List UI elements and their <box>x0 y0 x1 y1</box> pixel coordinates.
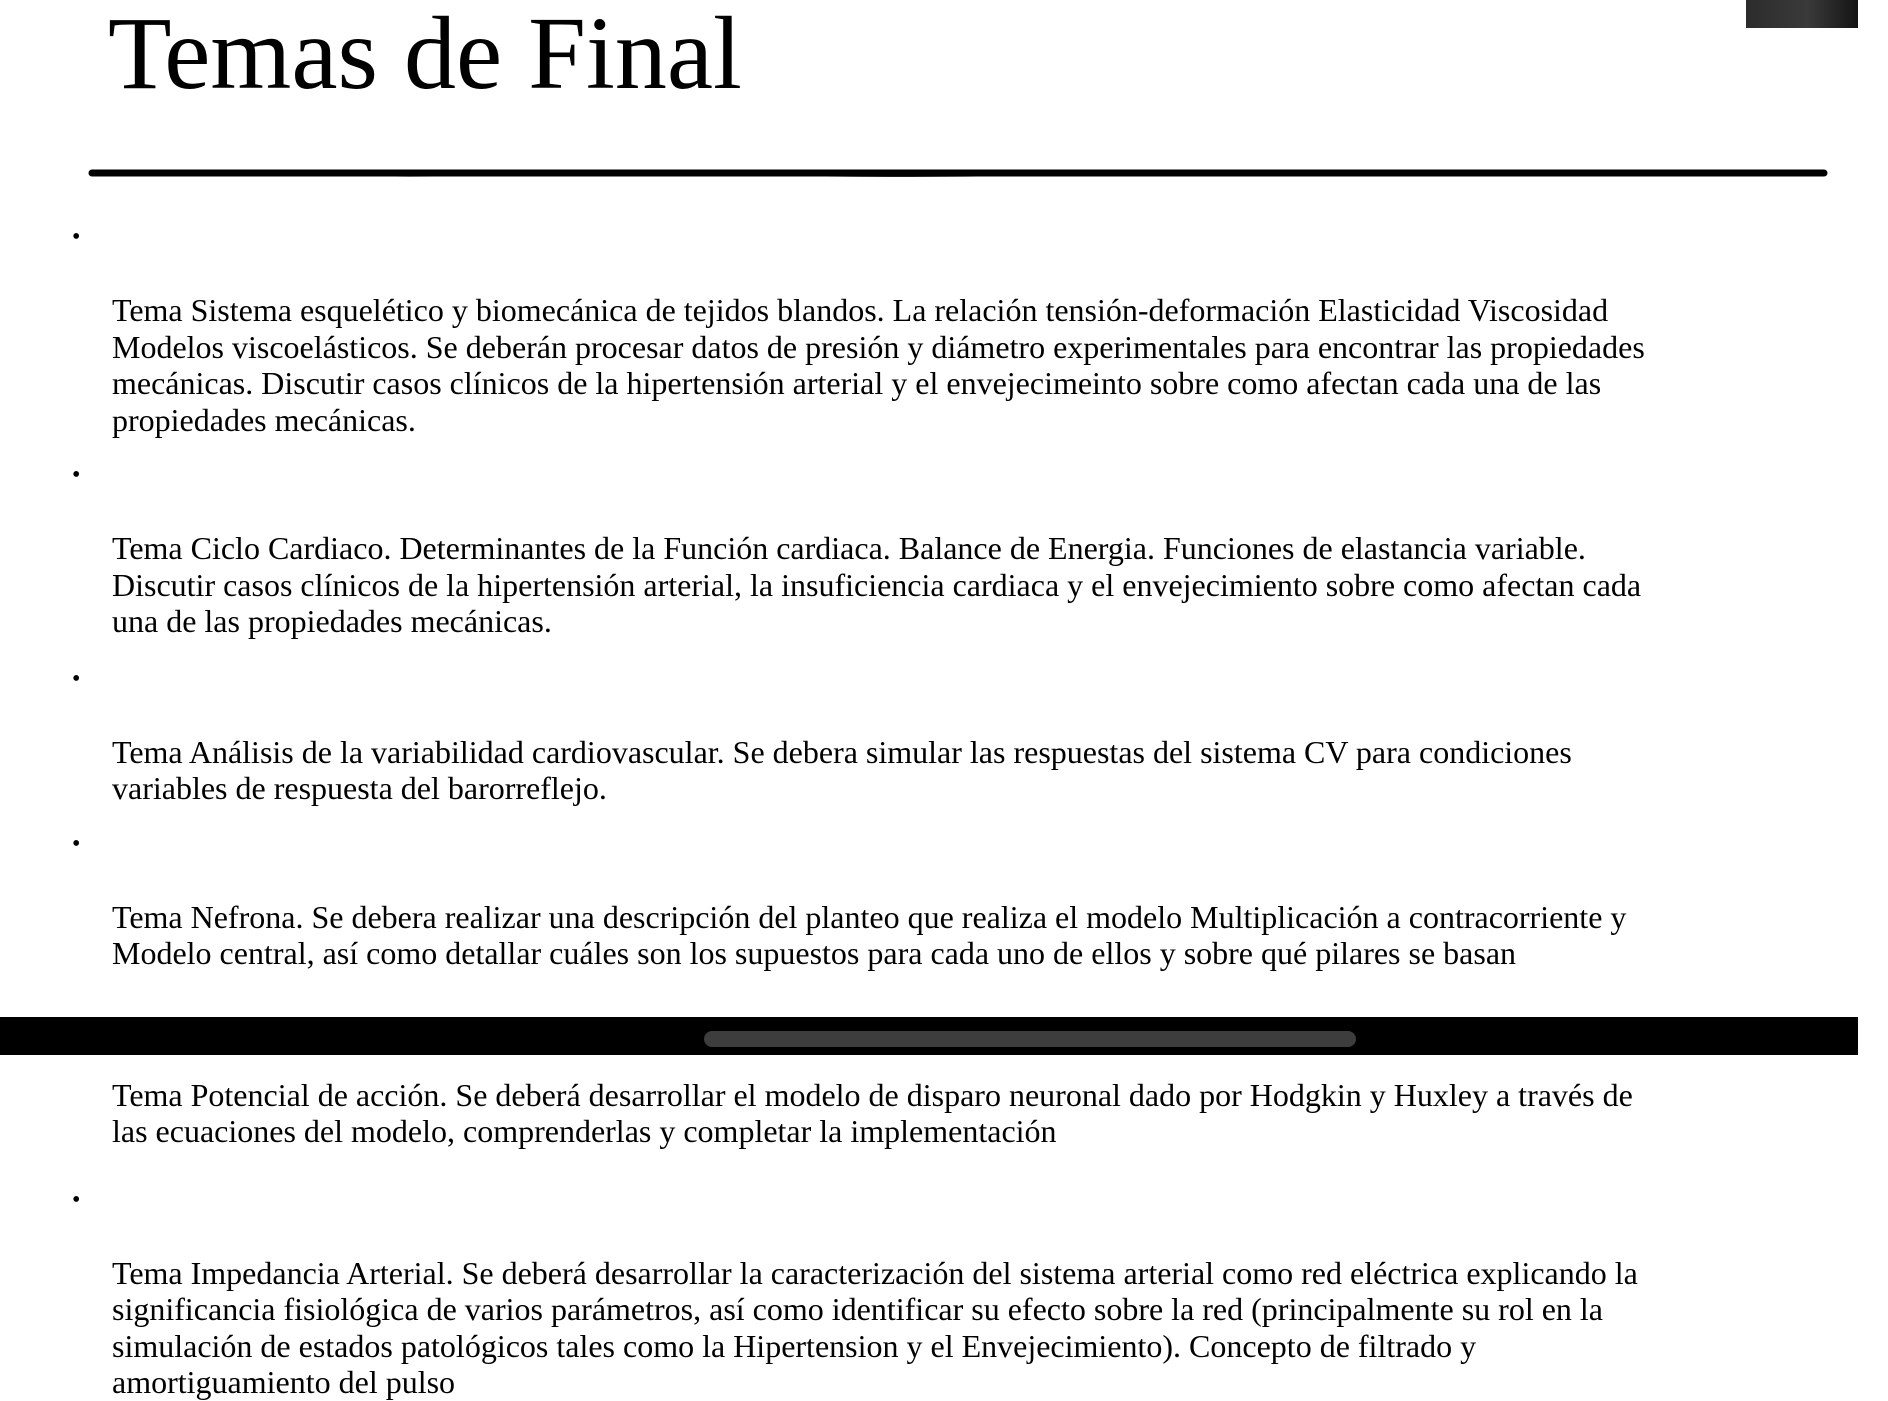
topic-text: Tema Ciclo Cardiaco. Determinantes de la Función cardiaca. Balance de Energia. Funciones de elastancia variable. Discutir casos clínicos de la hipertensión arterial, la insuficiencia cardiaca y el envejecimiento sobre como afectan cada una de las propiedades mecánicas. <box>112 530 1642 639</box>
video-thumbnail[interactable] <box>1746 0 1858 28</box>
topic-text: Tema Análisis de la variabilidad cardiovascular. Se debera simular las respuestas del sistema CV para condiciones variables de respuesta del barorreflejo. <box>112 733 1572 806</box>
topics-list <box>68 219 1888 1401</box>
bullet-icon: • <box>72 462 81 488</box>
topic-item <box>68 457 1888 640</box>
bullet-icon: • <box>72 830 81 857</box>
topic-item <box>68 1182 1888 1401</box>
topic-text: Tema Sistema esquelético y biomecánica de tejidos blandos. La relación tensión-deformación Elasticidad Viscosidad Modelos viscoelásticos. Se deberán procesar datos de presión y diámetro experimentales para encontrar las propiedades mecánicas. Discutir casos clínicos de la hipertensión arterial y el envejecimeinto sobre como afectan cada una de las propiedades mecánicas. <box>112 292 1645 438</box>
topic-text: Tema Impedancia Arterial. Se deberá desarrollar la caracterización del sistema arterial como red eléctrica explicando la significancia fisiológica de varios parámetros, así como identificar su efecto sobre la red (principalmente su rol en la simulación de estados patológicos tales como la Hipertension y el Envejecimiento). Concepto de filtrado y amortiguamiento del pulso <box>112 1254 1638 1400</box>
title-underline <box>88 163 1828 181</box>
bottom-bar <box>0 1017 1858 1055</box>
topic-item <box>68 661 1888 807</box>
topic-text: Tema Nefrona. Se debera realizar una descripción del planteo que realiza el modelo Multiplicación a contracorriente y Modelo central, así como detallar cuáles son los supuestos para cada uno de ellos y sobre qué pilares se basan <box>112 898 1627 971</box>
topic-text: Tema Potencial de acción. Se deberá desarrollar el modelo de disparo neuronal dado por Hodgkin y Huxley a través de las ecuaciones del modelo, comprenderlas y completar la implementación <box>112 1076 1633 1149</box>
slide-title: Temas de Final <box>108 0 742 111</box>
topic-item <box>68 826 1888 972</box>
bullet-icon: • <box>72 1186 81 1213</box>
home-indicator[interactable] <box>704 1031 1356 1047</box>
topic-item <box>68 219 1888 438</box>
bullet-icon: • <box>72 224 81 250</box>
bullet-icon: • <box>72 665 81 692</box>
